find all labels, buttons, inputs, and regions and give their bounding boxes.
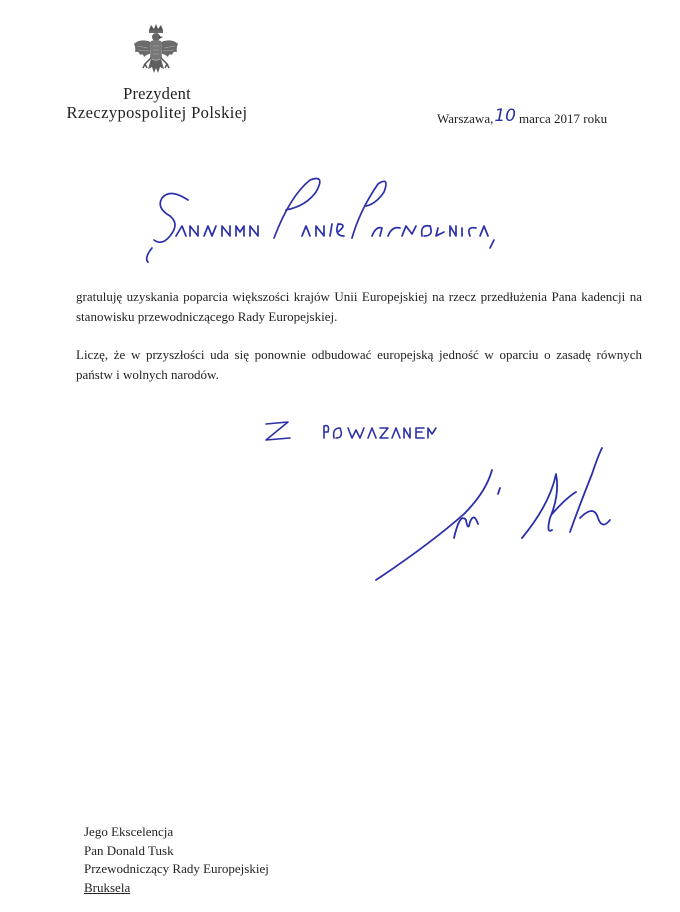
date-month-year: marca 2017 roku [518, 111, 608, 126]
sender-title: Prezydent [123, 84, 191, 103]
date-place: Warszawa, [437, 111, 494, 126]
addressee-honorific: Jego Ekscelencja [84, 824, 174, 839]
body-paragraph-2: Liczę, że w przyszłości uda się ponownie odbudować europejską jedność w oparciu o zasadę równych państw i wolnych narodów. [76, 347, 642, 382]
sender-country: Rzeczypospolitej Polskiej [66, 103, 248, 122]
date-day-handwritten: 10 [494, 106, 516, 126]
dateline [437, 108, 607, 128]
addressee-block [84, 823, 269, 897]
sender-block [62, 84, 252, 122]
handwritten-signature [370, 434, 620, 594]
handwritten-salutation [140, 166, 500, 272]
polish-eagle-emblem-icon [132, 24, 180, 80]
addressee-title: Przewodniczący Rady Europejskiej [84, 861, 269, 877]
addressee-city: Bruksela [84, 879, 131, 895]
addressee-name: Pan Donald Tusk [84, 842, 174, 858]
body-paragraph-1: gratuluję uzyskania poparcia większości krajów Unii Europejskiej na rzecz przedłużenia Pana kadencji na stanowisku przewodniczącego Rady Europejskiej. [76, 289, 642, 324]
